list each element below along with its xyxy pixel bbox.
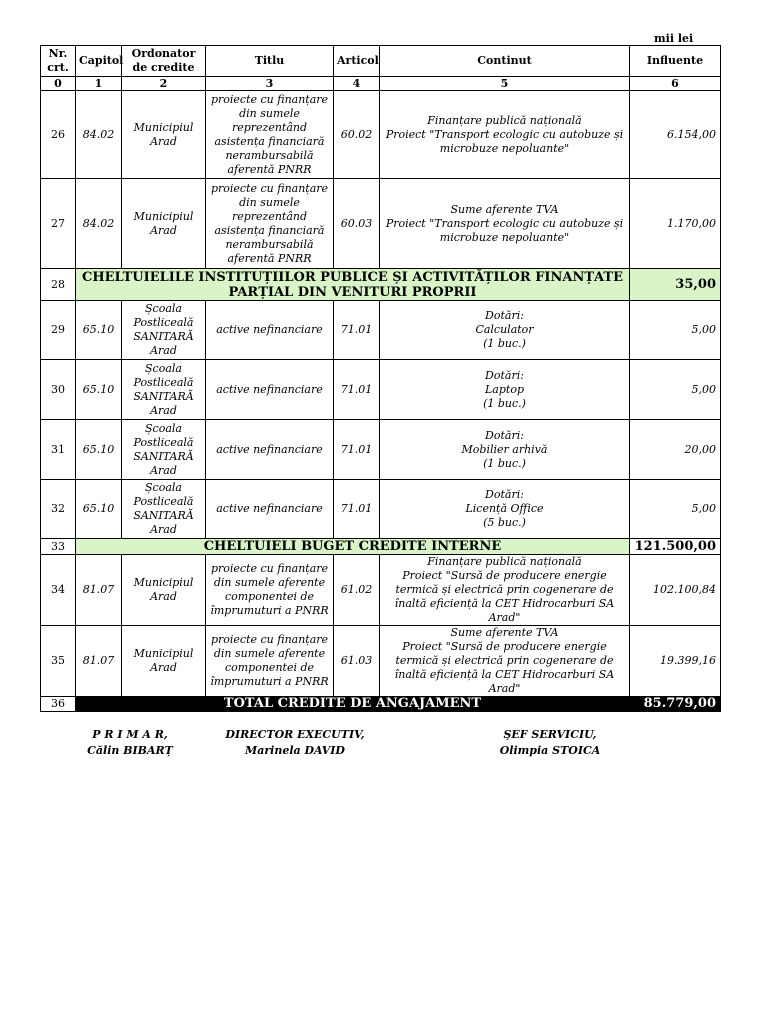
colnum-1: 1	[76, 77, 122, 91]
row-capitol: 84.02	[76, 91, 122, 179]
row-titlu: active nefinanciare	[206, 360, 334, 420]
row-continut	[380, 301, 630, 360]
row-titlu: active nefinanciare	[206, 420, 334, 480]
row-continut	[380, 360, 630, 420]
continut-line: Dotări:	[485, 428, 524, 442]
row-nr: 36	[41, 697, 76, 712]
continut-line: Dotări:	[485, 368, 524, 382]
row-nr: 32	[41, 480, 76, 539]
row-influente: 1.170,00	[630, 179, 721, 269]
row-nr: 30	[41, 360, 76, 420]
colnum-6: 6	[630, 77, 721, 91]
table-row	[41, 555, 721, 626]
row-nr: 28	[41, 269, 76, 301]
section-title: CHELTUIELI BUGET CREDITE INTERNE	[76, 539, 630, 555]
total-row	[41, 697, 721, 712]
section-amount: 121.500,00	[630, 539, 721, 555]
row-influente: 20,00	[630, 420, 721, 480]
row-articol: 71.01	[334, 420, 380, 480]
row-influente: 6.154,00	[630, 91, 721, 179]
continut-line: Proiect "Transport ecologic cu autobuze și microbuze nepoluante"	[385, 127, 624, 155]
row-continut	[380, 480, 630, 539]
total-title: TOTAL CREDITE DE ANGAJAMENT	[76, 697, 630, 712]
row-influente: 102.100,84	[630, 555, 721, 626]
continut-line: Dotări:	[485, 309, 524, 322]
total-amount: 85.779,00	[630, 697, 721, 712]
row-ordonator: Școala Postliceală SANITARĂ Arad	[122, 480, 206, 539]
row-influente: 5,00	[630, 301, 721, 360]
signature-name: Olimpia STOICA	[499, 744, 601, 757]
row-influente: 19.399,16	[630, 626, 721, 697]
row-capitol: 81.07	[76, 626, 122, 697]
continut-line: Proiect "Sursă de producere energie termică și electrică prin cogenerare de înaltă eficiență la CET Hidrocarburi SA Arad"	[394, 569, 615, 624]
table-row	[41, 91, 721, 179]
table-header-row	[41, 46, 721, 77]
table-row	[41, 420, 721, 480]
section-row	[41, 269, 721, 301]
row-articol: 71.01	[334, 480, 380, 539]
continut-line: Finanțare publică națională	[427, 555, 582, 568]
row-capitol: 65.10	[76, 420, 122, 480]
header-nr: Nr. crt.	[41, 46, 76, 77]
row-nr: 29	[41, 301, 76, 360]
table-row	[41, 179, 721, 269]
row-titlu: proiecte cu finanțare din sumele reprezentând asistența financiară nerambursabilă aferentă PNRR	[206, 179, 334, 269]
row-ordonator: Școala Postliceală SANITARĂ Arad	[122, 420, 206, 480]
header-ordonator: Ordonator de credite	[122, 46, 206, 77]
row-nr: 27	[41, 179, 76, 269]
column-number-row	[41, 77, 721, 91]
header-influente: Influente	[630, 46, 721, 77]
row-articol: 61.03	[334, 626, 380, 697]
row-nr: 31	[41, 420, 76, 480]
continut-line: (1 buc.)	[483, 337, 526, 350]
row-continut	[380, 555, 630, 626]
continut-line: Proiect "Sursă de producere energie termică și electrică prin cogenerare de înaltă eficiență la CET Hidrocarburi SA Arad"	[394, 640, 615, 695]
signature-role: ȘEF SERVICIU,	[503, 728, 597, 741]
row-articol: 71.01	[334, 360, 380, 420]
row-continut	[380, 420, 630, 480]
header-continut: Continut	[380, 46, 630, 77]
signature-sef-serviciu	[480, 727, 620, 759]
continut-line: Laptop	[485, 382, 524, 396]
row-titlu: proiecte cu finanțare din sumele aferente componentei de împrumuturi a PNRR	[206, 555, 334, 626]
row-influente: 5,00	[630, 360, 721, 420]
section-row	[41, 539, 721, 555]
row-continut	[380, 91, 630, 179]
continut-line: Dotări:	[485, 488, 524, 501]
row-nr: 26	[41, 91, 76, 179]
table-row	[41, 301, 721, 360]
signature-name: Călin BIBARȚ	[87, 744, 173, 757]
table-row	[41, 626, 721, 697]
row-articol: 60.03	[334, 179, 380, 269]
row-articol: 60.02	[334, 91, 380, 179]
continut-line: (5 buc.)	[483, 516, 526, 529]
row-titlu: proiecte cu finanțare din sumele aferente componentei de împrumuturi a PNRR	[206, 626, 334, 697]
section-amount: 35,00	[630, 269, 721, 301]
row-capitol: 81.07	[76, 555, 122, 626]
row-nr: 35	[41, 626, 76, 697]
row-ordonator: Municipiul Arad	[122, 179, 206, 269]
row-capitol: 84.02	[76, 179, 122, 269]
signature-primar	[60, 727, 200, 759]
row-titlu: proiecte cu finanțare din sumele reprezentând asistența financiară nerambursabilă aferentă PNRR	[206, 91, 334, 179]
row-influente: 5,00	[630, 480, 721, 539]
row-ordonator: Școala Postliceală SANITARĂ Arad	[122, 301, 206, 360]
table-row	[41, 480, 721, 539]
row-nr: 33	[41, 539, 76, 555]
section-title: CHELTUIELILE INSTITUȚIILOR PUBLICE ȘI ACTIVITĂȚILOR FINANȚATE PARȚIAL DIN VENITURI PROPRII	[76, 269, 630, 301]
continut-line: (1 buc.)	[483, 456, 526, 470]
continut-line: Sume aferente TVA	[450, 626, 559, 639]
table-row	[41, 360, 721, 420]
row-continut	[380, 179, 630, 269]
signature-director	[210, 727, 380, 759]
continut-line: Calculator	[475, 323, 534, 336]
header-titlu: Titlu	[206, 46, 334, 77]
colnum-2: 2	[122, 77, 206, 91]
row-ordonator: Municipiul Arad	[122, 555, 206, 626]
row-nr: 34	[41, 555, 76, 626]
row-titlu: active nefinanciare	[206, 301, 334, 360]
continut-line: (1 buc.)	[483, 396, 526, 410]
budget-table	[40, 45, 721, 712]
signature-role: P R I M A R,	[92, 728, 168, 741]
row-articol: 61.02	[334, 555, 380, 626]
continut-line: Finanțare publică națională	[427, 113, 582, 127]
row-capitol: 65.10	[76, 480, 122, 539]
header-articol: Articol	[334, 46, 380, 77]
row-titlu: active nefinanciare	[206, 480, 334, 539]
row-capitol: 65.10	[76, 301, 122, 360]
header-capitol: Capitol	[76, 46, 122, 77]
colnum-4: 4	[334, 77, 380, 91]
continut-line: Sume aferente TVA	[450, 202, 559, 216]
row-articol: 71.01	[334, 301, 380, 360]
continut-line: Proiect "Transport ecologic cu autobuze și microbuze nepoluante"	[385, 216, 624, 244]
continut-line: Licență Office	[465, 502, 544, 515]
row-ordonator: Municipiul Arad	[122, 626, 206, 697]
row-ordonator: Municipiul Arad	[122, 91, 206, 179]
row-continut	[380, 626, 630, 697]
colnum-0: 0	[41, 77, 76, 91]
signature-name: Marinela DAVID	[245, 744, 345, 757]
colnum-3: 3	[206, 77, 334, 91]
row-ordonator: Școala Postliceală SANITARĂ Arad	[122, 360, 206, 420]
unit-label: mii lei	[654, 32, 694, 45]
signature-role: DIRECTOR EXECUTIV,	[225, 728, 365, 741]
colnum-5: 5	[380, 77, 630, 91]
row-capitol: 65.10	[76, 360, 122, 420]
continut-line: Mobilier arhivă	[461, 442, 548, 456]
